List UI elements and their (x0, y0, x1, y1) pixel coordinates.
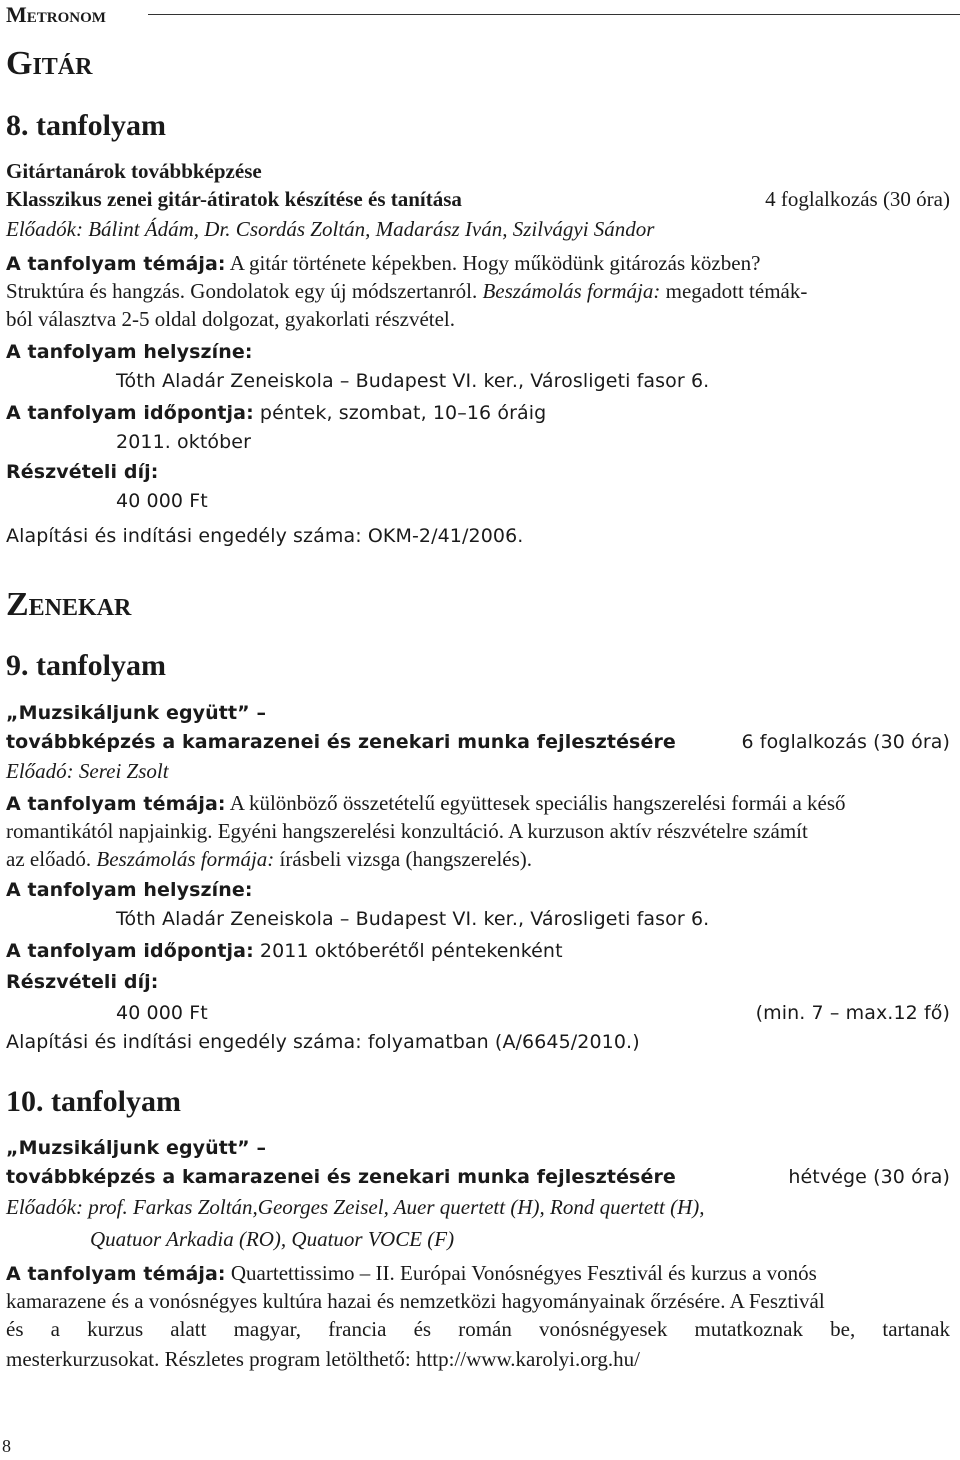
course9-topic-text-3: az előadó. (6, 847, 97, 871)
course8-topic-label: A tanfolyam témája: (6, 253, 226, 275)
course8-location-text: Tóth Aladár Zeneiskola – Budapest VI. ker., Városligeti fasor 6. (116, 370, 710, 392)
course9-report-text: írásbeli vizsga (hangszerelés). (274, 847, 533, 871)
course10-lecturers-2: Quatuor Arkadia (RO), Quatuor VOCE (F) (90, 1227, 455, 1251)
course10-topic-text: Quartettissimo – II. Európai Vonósnégyes Fesztivál és kurzus a vonós (225, 1261, 817, 1285)
course8-time-text: péntek, szombat, 10–16 óráig (253, 402, 547, 424)
course8-hours: 4 foglalkozás (30 óra) (765, 187, 950, 211)
course10-topic-line-2: kamarazene és a vonósnégyes kultúra hazai és nemzetközi hagyományainak őrzésére. A Fesztivál (6, 1289, 825, 1313)
course8-topic-text: A gitár története képekben. Hogy működünk gitározás közben? (225, 251, 761, 275)
course9-report-label: Beszámolás formája: (96, 847, 275, 871)
course9-subtitle: „Muzsikáljunk együtt” – (6, 702, 267, 724)
course8-topic-line-2 (6, 278, 807, 304)
course10-subtitle: „Muzsikáljunk együtt” – (6, 1137, 267, 1159)
course9-topic-line (6, 790, 846, 817)
course9-fee: 40 000 Ft (116, 1002, 208, 1024)
course10-hours: hétvége (30 óra) (788, 1166, 950, 1188)
course9-location-label: A tanfolyam helyszíne: (6, 879, 253, 901)
course8-topic-line-3: ból választva 2-5 oldal dolgozat, gyakorlati részvétel. (6, 307, 456, 331)
course-heading-9: 9. tanfolyam (6, 649, 166, 682)
course8-time-label: A tanfolyam időpontja: (6, 402, 254, 424)
running-header: Metronom (6, 2, 106, 27)
header-rule (148, 14, 960, 15)
course9-group-size: (min. 7 – max.12 fő) (755, 1002, 950, 1024)
course9-fee-label: Részvételi díj: (6, 971, 159, 993)
course10-topic-label: A tanfolyam témája: (6, 1263, 226, 1285)
section-title-zenekar: Zenekar (6, 586, 132, 623)
course8-topic-text-2: Struktúra és hangzás. Gondolatok egy új módszertanról. (6, 279, 483, 303)
course9-permit: Alapítási és indítási engedély száma: folyamatban (A/6645/2010.) (6, 1031, 640, 1053)
course10-topic-line-4: mesterkurzusokat. Részletes program letölthető: http://www.karolyi.org.hu/ (6, 1347, 640, 1371)
course8-fee-label: Részvételi díj: (6, 461, 159, 483)
course9-title: továbbképzés a kamarazenei és zenekari munka fejlesztésére (6, 731, 676, 753)
course8-report-label: Beszámolás formája: (482, 279, 661, 303)
course10-topic-line-3: és a kurzus alatt magyar, francia és román vonósnégyesek mutatkoznak be, tartanak (6, 1317, 950, 1341)
course8-date: 2011. október (116, 431, 251, 453)
course8-lecturers: Előadók: Bálint Ádám, Dr. Csordás Zoltán, Madarász Iván, Szilvágyi Sándor (6, 217, 655, 241)
course8-location-label: A tanfolyam helyszíne: (6, 341, 253, 363)
course9-topic-text: A különböző összetételű együttesek speciális hangszerelési formái a késő (225, 791, 846, 815)
course8-fee: 40 000 Ft (116, 490, 208, 512)
course9-time-line (6, 938, 563, 964)
course10-topic-line (6, 1260, 817, 1287)
course-heading-10: 10. tanfolyam (6, 1085, 181, 1118)
course9-hours: 6 foglalkozás (30 óra) (741, 731, 950, 753)
section-title-gitar: Gitár (6, 45, 93, 82)
course10-lecturers: Előadók: prof. Farkas Zoltán,Georges Zeisel, Auer quertett (H), Rond quertett (H), (6, 1195, 705, 1219)
course9-topic-line-3 (6, 846, 532, 872)
course-heading-8: 8. tanfolyam (6, 109, 166, 142)
course9-time-label: A tanfolyam időpontja: (6, 940, 254, 962)
course10-title: továbbképzés a kamarazenei és zenekari munka fejlesztésére (6, 1166, 676, 1188)
course8-permit: Alapítási és indítási engedély száma: OKM-2/41/2006. (6, 525, 524, 547)
course8-topic-line (6, 250, 760, 277)
course9-time-text: 2011 októberétől péntekenként (253, 940, 563, 962)
page-number: 8 (2, 1436, 11, 1456)
course9-topic-line-2: romantikától napjainkig. Egyéni hangszerelési konzultáció. A kurzuson aktív részvételre számít (6, 819, 808, 843)
course9-topic-label: A tanfolyam témája: (6, 793, 226, 815)
course8-report-text: megadott témák- (660, 279, 808, 303)
course8-title: Klasszikus zenei gitár-átiratok készítése és tanítása (6, 187, 462, 211)
course9-location-text: Tóth Aladár Zeneiskola – Budapest VI. ker., Városligeti fasor 6. (116, 908, 710, 930)
course8-time-line (6, 400, 546, 426)
course9-lecturer: Előadó: Serei Zsolt (6, 759, 169, 783)
course8-subtitle: Gitártanárok továbbképzése (6, 159, 262, 183)
